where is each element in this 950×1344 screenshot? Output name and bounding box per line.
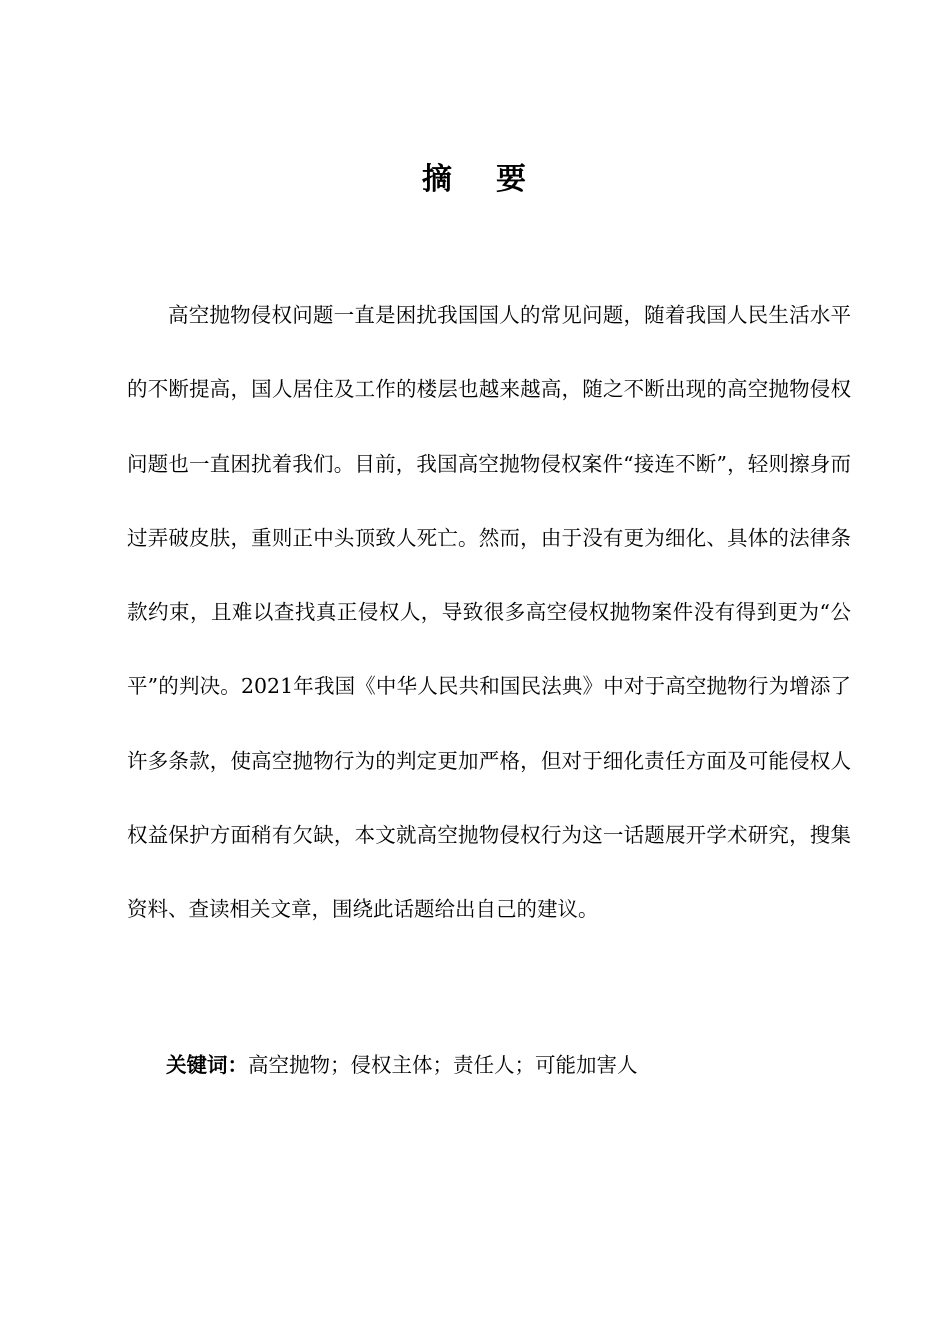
keywords-label: 关键词： (166, 1053, 248, 1077)
keywords-value: 高空抛物；侵权主体；责任人；可能加害人 (248, 1053, 638, 1077)
abstract-heading-part1: 摘 (422, 162, 454, 197)
keywords-line (166, 1045, 638, 1085)
abstract-body: 高空抛物侵权问题一直是困扰我国国人的常见问题，随着我国人民生活水平的不断提高，国人居住及工作的楼层也越来越高，随之不断出现的高空抛物侵权问题也一直困扰着我们。目前，我国高空抛物侵权案件“接连不断”，轻则擦身而过弄破皮肤，重则正中头顶致人死亡。然而，由于没有更为细化、具体的法律条款约束，且难以查找真正侵权人，导致很多高空侵权抛物案件没有得到更为“公平”的判决。2021年我国《中华人民共和国民法典》中对于高空抛物行为增添了许多条款，使高空抛物行为的判定更加严格，但对于细化责任方面及可能侵权人权益保护方面稍有欠缺，本文就高空抛物侵权行为这一话题展开学术研究，搜集资料、查读相关文章，围绕此话题给出自己的建议。 (127, 303, 851, 922)
abstract-heading (0, 160, 950, 200)
abstract-heading-part2: 要 (496, 162, 528, 197)
